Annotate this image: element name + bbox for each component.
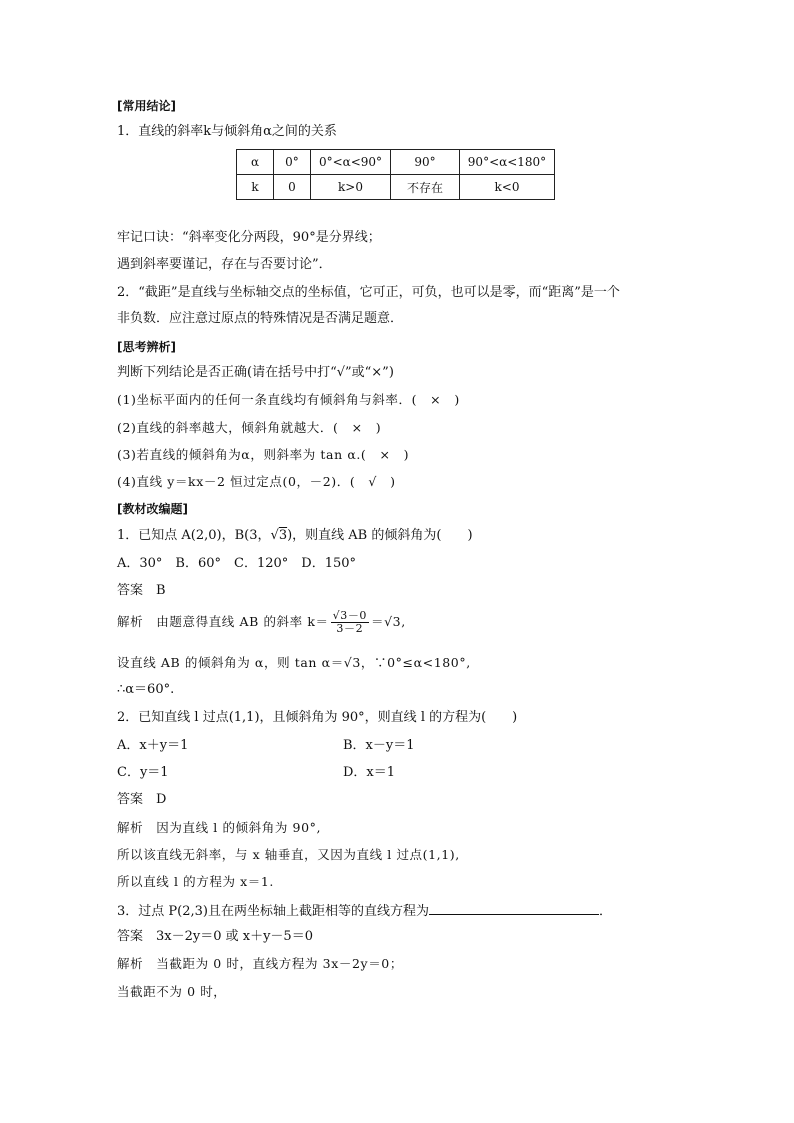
question-1-solution-2: 设直线 AB 的倾斜角为 α，则 tan α＝√3，∵0°≤α<180°, xyxy=(117,655,471,670)
table-cell: α xyxy=(237,150,274,175)
answer-blank xyxy=(429,901,599,915)
mnemonic-line-2: 遇到斜率要谨记，存在与否要讨论”． xyxy=(117,257,332,272)
sqrt-radicand: 3 xyxy=(278,528,288,543)
statement-2: (2)直线的斜率越大，倾斜角就越大．( × ) xyxy=(117,420,382,435)
question-2-solution-3: 所以直线 l 的方程为 x＝1. xyxy=(117,874,274,889)
question-3-solution-2: 当截距不为 0 时， xyxy=(117,984,227,999)
statement-1: (1)坐标平面内的任何一条直线均有倾斜角与斜率．( × ) xyxy=(117,392,460,407)
question-1-options: A．30° B．60° C．120° D．150° xyxy=(117,556,357,571)
question-3-solution-1: 解析 当截距为 0 时，直线方程为 3x－2y＝0； xyxy=(117,956,403,971)
section-textbook-problems-heading: [教材改编题] xyxy=(117,502,188,516)
table-row xyxy=(237,175,555,200)
slope-fraction xyxy=(331,610,369,635)
section-think-discern-heading: [思考辨析] xyxy=(117,340,176,354)
question-3-stem xyxy=(117,901,612,921)
question-2-option-d: D．x＝1 xyxy=(343,765,396,780)
question-2-option-c: C．y＝1 xyxy=(117,765,169,780)
slope-angle-table xyxy=(236,149,555,200)
table-cell: 90° xyxy=(391,150,460,175)
conclusion-1-title: 1．直线的斜率k与倾斜角α之间的关系 xyxy=(117,124,337,139)
conclusion-2-line-2: 非负数．应注意过原点的特殊情况是否满足题意． xyxy=(117,311,404,326)
question-1-answer: 答案 B xyxy=(117,583,166,598)
statement-3: (3)若直线的倾斜角为α，则斜率为 tan α.( × ) xyxy=(117,447,410,462)
table-cell: 0° xyxy=(274,150,311,175)
judge-instruction: 判断下列结论是否正确(请在括号中打“√”或“×”) xyxy=(117,365,394,380)
table-cell: k xyxy=(237,175,274,200)
question-2-answer: 答案 D xyxy=(117,792,167,807)
table-cell: 0 xyxy=(274,175,311,200)
question-1-stem xyxy=(117,527,473,545)
question-2-stem: 2．已知直线 l 过点(1,1)，且倾斜角为 90°，则直线 l 的方程为( ) xyxy=(117,710,518,725)
q1-stem-start: 1．已知点 A(2,0)，B(3， xyxy=(117,528,271,543)
sqrt-symbol: √ xyxy=(270,528,279,543)
question-1-solution-3: ∴α＝60°. xyxy=(117,682,175,697)
table-cell: 0°<α<90° xyxy=(311,150,391,175)
section-common-conclusions-heading: [常用结论] xyxy=(117,99,176,113)
q1-stem-end: )，则直线 AB 的倾斜角为( ) xyxy=(287,528,473,543)
table-cell: k<0 xyxy=(460,175,555,200)
question-2-solution-1: 解析 因为直线 l 的倾斜角为 90°, xyxy=(117,820,322,835)
fraction-denominator: 3－2 xyxy=(336,622,364,635)
statement-4: (4)直线 y＝kx－2 恒过定点(0，－2)．( √ ) xyxy=(117,474,396,489)
table-cell: k>0 xyxy=(311,175,391,200)
q1-solution-start: 解析 由题意得直线 AB 的斜率 k＝ xyxy=(117,614,329,629)
table-cell: 不存在 xyxy=(391,175,460,200)
question-1-solution-1 xyxy=(117,610,406,635)
mnemonic-line-1: 牢记口诀：“斜率变化分两段，90°是分界线； xyxy=(117,230,381,245)
q3-stem-text: 3．过点 P(2,3)且在两坐标轴上截距相等的直线方程为 xyxy=(117,904,429,919)
question-2-solution-2: 所以该直线无斜率，与 x 轴垂直，又因为直线 l 过点(1,1), xyxy=(117,847,460,862)
table-cell: 90°<α<180° xyxy=(460,150,555,175)
question-3-answer: 答案 3x－2y＝0 或 x＋y－5＝0 xyxy=(117,929,313,944)
table-row xyxy=(237,150,555,175)
conclusion-2-line-1: 2．“截距”是直线与坐标轴交点的坐标值，它可正，可负，也可以是零，而“距离”是一个 xyxy=(117,285,620,300)
question-2-option-b: B．x－y＝1 xyxy=(343,738,415,753)
q3-stem-end: ． xyxy=(598,904,612,919)
question-2-option-a: A．x＋y＝1 xyxy=(117,738,189,753)
q1-solution-end: ＝√3, xyxy=(371,614,406,629)
fraction-numerator: √3－0 xyxy=(332,609,368,622)
